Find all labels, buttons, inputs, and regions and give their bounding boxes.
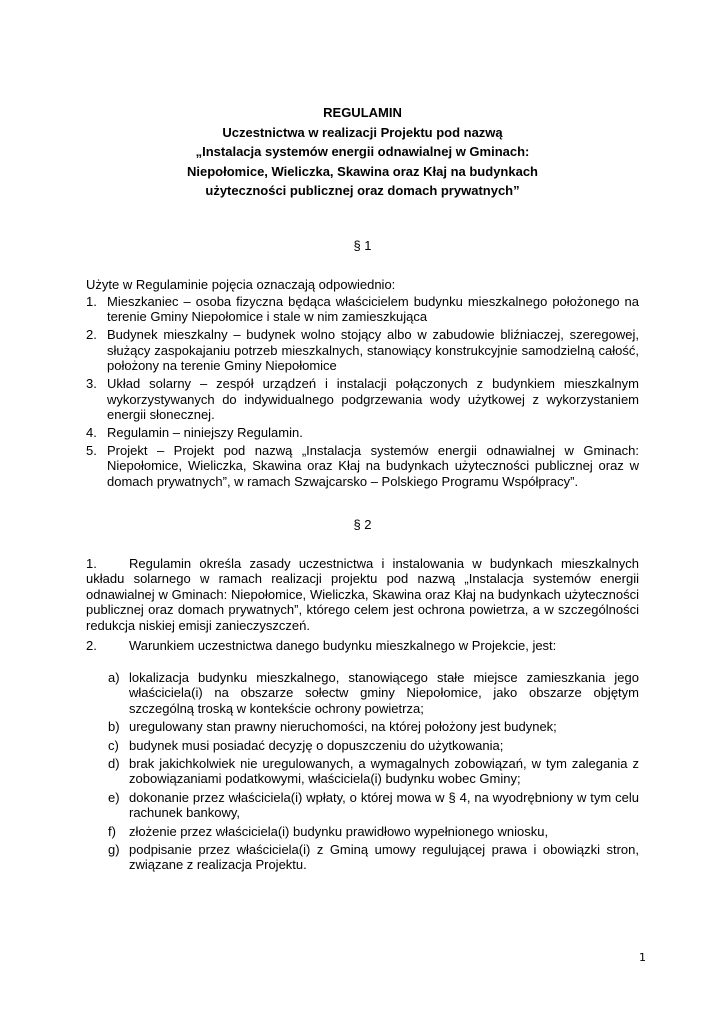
section-2-paragraph-2	[86, 638, 639, 653]
section-2-paragraph-1	[86, 556, 639, 633]
title-line-5: użyteczności publicznej oraz domach prywatnych”	[205, 183, 520, 198]
paragraph-text: Warunkiem uczestnictwa danego budynku mieszkalnego w Projekcie, jest:	[129, 638, 557, 653]
item-text: Projekt – Projekt pod nazwą „Instalacja systemów energii odnawialnej w Gminach: Niepołomice, Wieliczka, Skawina oraz Kłaj na budynkach użyteczności publicznej oraz w domach prywatnych”, w ramach Szwajcarsko – Polskiego Programu Współpracy”.	[107, 443, 639, 489]
item-number: 4.	[86, 425, 97, 441]
list-item	[108, 670, 639, 716]
item-text: Budynek mieszkalny – budynek wolno stojący albo w zabudowie bliźniaczej, szeregowej, służący zaspokajaniu potrzeb mieszkalnych, stanowiący konstrukcyjnie samodzielną całość, położony na terenie Gminy Niepołomice	[107, 327, 639, 374]
title-line-1: REGULAMIN	[323, 105, 402, 120]
paragraph-number: 1.	[86, 556, 97, 571]
paragraph-text: Regulamin określa zasady uczestnictwa i instalowania w budynkach mieszkalnych układu solarnego w ramach realizacji projektu pod nazwą „Instalacja systemów energii odnawialnej w Gminach: Niepołomice, Wieliczka, Skawina oraz Kłaj na budynkach użyteczności publicznej oraz domach prywatnych”, którego celem jest ochrona powietrza, a w szczególności redukcja niskiej emisji zanieczyszczeń.	[86, 556, 639, 633]
title-line-4: Niepołomice, Wieliczka, Skawina oraz Kłaj na budynkach	[187, 163, 538, 179]
item-letter: e)	[108, 789, 120, 805]
item-letter: f)	[108, 823, 116, 839]
item-letter: d)	[108, 756, 120, 772]
list-item	[108, 719, 639, 734]
item-text: brak jakichkolwiek nie uregulowanych, a wymagalnych zobowiązań, w tym zalegania z zobowiązaniami podatkowymi, właściciela(i) budynku wobec Gminy;	[129, 756, 639, 787]
item-text: budynek musi posiadać decyzję o dopuszczeniu do użytkowania;	[129, 737, 504, 753]
item-text: Regulamin – niniejszy Regulamin.	[107, 425, 303, 441]
paragraph-number: 2.	[86, 638, 97, 653]
item-letter: b)	[108, 719, 120, 735]
section-2-sign: § 2	[353, 517, 372, 532]
title-line-2: Uczestnictwa w realizacji Projektu pod nazwą	[222, 124, 503, 140]
list-item	[108, 790, 639, 821]
section-1-intro: Użyte w Regulaminie pojęcia oznaczają odpowiednio:	[86, 277, 396, 292]
item-text: lokalizacja budynku mieszkalnego, stanowiącego stałe miejsce zamieszkania jego właściciela(i) na obszarze sołectw gminy Niepołomice, jako obszarze objętym szczególną troską w kontekście ochrony powietrza;	[129, 670, 639, 716]
document-title	[86, 103, 639, 201]
item-letter: g)	[108, 842, 120, 858]
item-text: dokonanie przez właściciela(i) wpłaty, o której mowa w § 4, na wyodrębniony w tym celu rachunek bankowy,	[129, 789, 639, 821]
item-number: 2.	[86, 327, 97, 343]
list-item	[108, 738, 639, 753]
item-text: uregulowany stan prawny nieruchomości, na której położony jest budynek;	[129, 719, 557, 735]
item-number: 5.	[86, 443, 97, 459]
item-text: podpisanie przez właściciela(i) z Gminą umowy regulującej prawa i obowiązki stron, związane z realizacja Projektu.	[129, 842, 639, 873]
conditions-list	[108, 670, 639, 876]
list-item	[86, 376, 639, 422]
item-text: złożenie przez właściciela(i) budynku prawidłowo wypełnionego wniosku,	[129, 823, 549, 839]
title-line-3: „Instalacja systemów energii odnawialnej w Gminach:	[195, 144, 530, 159]
list-item	[86, 327, 639, 373]
list-item	[86, 425, 639, 440]
list-item	[86, 294, 639, 325]
list-item	[86, 443, 639, 489]
item-number: 1.	[86, 294, 97, 309]
section-1-sign: § 1	[353, 238, 372, 253]
item-number: 3.	[86, 376, 97, 392]
list-item	[108, 756, 639, 787]
item-letter: c)	[108, 737, 119, 753]
definitions-list	[86, 294, 639, 492]
item-text: Mieszkaniec – osoba fizyczna będąca właścicielem budynku mieszkalnego położonego na terenie Gminy Niepołomice i stale w nim zamieszkująca	[107, 294, 639, 325]
list-item	[108, 824, 639, 839]
page-number: 1	[639, 951, 646, 964]
item-letter: a)	[108, 670, 120, 685]
item-text: Układ solarny – zespół urządzeń i instalacji połączonych z budynkiem mieszkalnym wykorzystywanych do indywidualnego podgrzewania wody użytkowej z wykorzystaniem energii słonecznej.	[107, 376, 639, 423]
list-item	[108, 842, 639, 873]
